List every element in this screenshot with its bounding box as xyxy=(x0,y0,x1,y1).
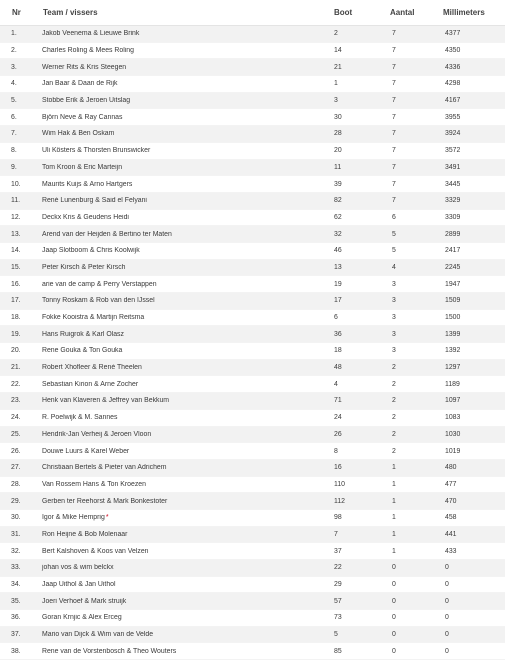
table-row xyxy=(0,343,505,360)
cell-nr: 18. xyxy=(11,314,21,322)
cell-boot: 85 xyxy=(334,647,342,655)
cell-nr: 23. xyxy=(11,397,21,405)
cell-team: Werner Rits & Kris Steegen xyxy=(42,63,127,71)
cell-team: Tom Kroon & Eric Marteijn xyxy=(42,163,123,171)
cell-nr: 30. xyxy=(11,514,21,522)
cell-aantal: 5 xyxy=(392,247,396,255)
cell-aantal: 2 xyxy=(392,414,396,422)
cell-boot: 6 xyxy=(334,314,338,322)
cell-team: Mario van Dijck & Wim van de Velde xyxy=(42,631,154,639)
cell-boot: 112 xyxy=(334,497,345,505)
cell-millimeters: 3329 xyxy=(445,197,461,205)
table-row xyxy=(0,160,505,177)
table-row xyxy=(0,260,505,277)
cell-boot: 22 xyxy=(334,564,342,572)
cell-aantal: 0 xyxy=(392,564,396,572)
cell-boot: 18 xyxy=(334,347,342,355)
table-row xyxy=(0,610,505,627)
cell-team: Robert Xhofleer & René Theelen xyxy=(42,364,142,372)
cell-aantal: 3 xyxy=(392,297,396,305)
cell-team: Gerben ter Reehorst & Mark Bonkestoter xyxy=(42,497,168,505)
table-row xyxy=(0,109,505,126)
cell-boot: 30 xyxy=(334,113,342,121)
cell-aantal: 7 xyxy=(392,80,396,88)
cell-aantal: 7 xyxy=(392,147,396,155)
cell-aantal: 3 xyxy=(392,330,396,338)
cell-nr: 8. xyxy=(11,147,17,155)
cell-millimeters: 2899 xyxy=(445,230,461,238)
table-body xyxy=(0,26,505,660)
cell-millimeters: 0 xyxy=(445,614,449,622)
cell-millimeters: 1500 xyxy=(445,314,461,322)
table-row xyxy=(0,410,505,427)
cell-nr: 31. xyxy=(11,530,21,538)
cell-nr: 29. xyxy=(11,497,21,505)
cell-nr: 11. xyxy=(11,197,21,205)
cell-millimeters: 1399 xyxy=(445,330,461,338)
cell-nr: 14. xyxy=(11,247,21,255)
cell-nr: 12. xyxy=(11,213,21,221)
cell-team: Jaap Slotboom & Chris Koolwijk xyxy=(42,247,140,255)
header-nr: Nr xyxy=(12,8,21,17)
cell-nr: 2. xyxy=(11,47,17,55)
cell-team: Jaap Uithol & Jan Uithol xyxy=(42,581,116,589)
cell-nr: 35. xyxy=(11,597,21,605)
cell-millimeters: 3955 xyxy=(445,113,461,121)
table-row xyxy=(0,310,505,327)
cell-boot: 4 xyxy=(334,380,338,388)
table-row xyxy=(0,577,505,594)
cell-millimeters: 3572 xyxy=(445,147,461,155)
cell-team: johan vos & wim belckx xyxy=(42,564,114,572)
table-row xyxy=(0,59,505,76)
table-row xyxy=(0,293,505,310)
cell-aantal: 2 xyxy=(392,364,396,372)
cell-boot: 16 xyxy=(334,464,342,472)
header-aantal: Aantal xyxy=(390,8,415,17)
cell-aantal: 7 xyxy=(392,163,396,171)
table-row xyxy=(0,627,505,644)
cell-millimeters: 0 xyxy=(445,581,449,589)
cell-boot: 29 xyxy=(334,581,342,589)
table-row xyxy=(0,527,505,544)
cell-team: René Lunenburg & Said el Felyani xyxy=(42,197,147,205)
table-row xyxy=(0,210,505,227)
cell-team: Rene van de Vorstenbosch & Theo Wouters xyxy=(42,647,177,655)
cell-nr: 21. xyxy=(11,364,21,372)
cell-millimeters: 0 xyxy=(445,631,449,639)
cell-millimeters: 0 xyxy=(445,564,449,572)
table-row xyxy=(0,510,505,527)
cell-millimeters: 458 xyxy=(445,514,457,522)
cell-millimeters: 4167 xyxy=(445,97,461,105)
cell-aantal: 7 xyxy=(392,97,396,105)
cell-nr: 22. xyxy=(11,380,21,388)
cell-millimeters: 3309 xyxy=(445,213,461,221)
cell-aantal: 0 xyxy=(392,647,396,655)
cell-team: Sebastian Kirion & Arne Zocher xyxy=(42,380,139,388)
cell-nr: 5. xyxy=(11,97,17,105)
cell-nr: 38. xyxy=(11,647,21,655)
cell-boot: 11 xyxy=(334,163,342,171)
cell-aantal: 3 xyxy=(392,314,396,322)
cell-millimeters: 477 xyxy=(445,480,457,488)
cell-millimeters: 4377 xyxy=(445,30,461,38)
table-row xyxy=(0,443,505,460)
cell-millimeters: 4336 xyxy=(445,63,461,71)
cell-boot: 39 xyxy=(334,180,342,188)
cell-boot: 17 xyxy=(334,297,342,305)
cell-team: Björn Neve & Ray Cannas xyxy=(42,113,123,121)
cell-boot: 46 xyxy=(334,247,342,255)
table-row xyxy=(0,143,505,160)
cell-millimeters: 1392 xyxy=(445,347,461,355)
cell-aantal: 0 xyxy=(392,581,396,589)
cell-aantal: 1 xyxy=(392,480,396,488)
cell-aantal: 7 xyxy=(392,47,396,55)
cell-nr: 33. xyxy=(11,564,21,572)
cell-aantal: 7 xyxy=(392,130,396,138)
cell-nr: 7. xyxy=(11,130,17,138)
cell-aantal: 0 xyxy=(392,597,396,605)
cell-aantal: 1 xyxy=(392,530,396,538)
header-millimeters: Millimeters xyxy=(443,8,485,17)
cell-aantal: 7 xyxy=(392,63,396,71)
cell-millimeters: 1030 xyxy=(445,430,461,438)
table-row xyxy=(0,176,505,193)
cell-aantal: 0 xyxy=(392,614,396,622)
table-header xyxy=(0,0,505,26)
cell-aantal: 6 xyxy=(392,213,396,221)
cell-aantal: 3 xyxy=(392,347,396,355)
cell-boot: 2 xyxy=(334,30,338,38)
cell-boot: 32 xyxy=(334,230,342,238)
cell-boot: 7 xyxy=(334,530,338,538)
cell-team: Maurits Kuijs & Arno Hartgers xyxy=(42,180,133,188)
cell-team: Douwe Luurs & Karel Weber xyxy=(42,447,130,455)
cell-millimeters: 2417 xyxy=(445,247,461,255)
cell-boot: 48 xyxy=(334,364,342,372)
cell-team: Uli Kösters & Thorsten Brunswicker xyxy=(42,147,151,155)
cell-team: Goran Krnjic & Alex Erceg xyxy=(42,614,122,622)
table-row xyxy=(0,126,505,143)
cell-millimeters: 4350 xyxy=(445,47,461,55)
table-row xyxy=(0,43,505,60)
cell-team: Joeri Verhoef & Mark struijk xyxy=(42,597,127,605)
cell-nr: 10. xyxy=(11,180,21,188)
cell-team: Hans Ruigrok & Karl Olasz xyxy=(42,330,124,338)
cell-nr: 13. xyxy=(11,230,21,238)
cell-boot: 5 xyxy=(334,631,338,639)
cell-aantal: 1 xyxy=(392,547,396,555)
cell-millimeters: 3445 xyxy=(445,180,461,188)
cell-aantal: 2 xyxy=(392,447,396,455)
cell-team: Ron Heijne & Bob Molenaar xyxy=(42,530,128,538)
cell-nr: 4. xyxy=(11,80,17,88)
cell-team: Igor & Mike Hemprig* xyxy=(42,514,109,522)
cell-team: Christiaan Bertels & Pieter van Adrichem xyxy=(42,464,167,472)
cell-boot: 98 xyxy=(334,514,342,522)
cell-aantal: 7 xyxy=(392,180,396,188)
cell-team: Peter Kirsch & Peter Kirsch xyxy=(42,263,126,271)
cell-team: Deckx Kris & Geudens Heidi xyxy=(42,213,129,221)
cell-nr: 6. xyxy=(11,113,17,121)
cell-team: Hendrik-Jan Verheij & Jeroen Vloon xyxy=(42,430,152,438)
cell-millimeters: 3491 xyxy=(445,163,461,171)
cell-aantal: 7 xyxy=(392,113,396,121)
cell-team: Arend van der Heijden & Bertino ter Maten xyxy=(42,230,172,238)
cell-boot: 82 xyxy=(334,197,342,205)
cell-team: Wim Hak & Ben Oskam xyxy=(42,130,115,138)
table-row xyxy=(0,76,505,93)
cell-millimeters: 4298 xyxy=(445,80,461,88)
table-row xyxy=(0,643,505,660)
cell-boot: 21 xyxy=(334,63,342,71)
table-row xyxy=(0,93,505,110)
table-row xyxy=(0,226,505,243)
cell-boot: 1 xyxy=(334,80,338,88)
cell-nr: 28. xyxy=(11,480,21,488)
cell-boot: 19 xyxy=(334,280,342,288)
cell-nr: 19. xyxy=(11,330,21,338)
cell-team: Rene Gouka & Ton Gouka xyxy=(42,347,123,355)
cell-nr: 32. xyxy=(11,547,21,555)
cell-aantal: 2 xyxy=(392,430,396,438)
table-row xyxy=(0,276,505,293)
cell-millimeters: 3924 xyxy=(445,130,461,138)
cell-millimeters: 1097 xyxy=(445,397,461,405)
cell-millimeters: 0 xyxy=(445,597,449,605)
table-row xyxy=(0,26,505,43)
cell-nr: 37. xyxy=(11,631,21,639)
cell-millimeters: 441 xyxy=(445,530,457,538)
table-row xyxy=(0,477,505,494)
cell-millimeters: 1297 xyxy=(445,364,461,372)
cell-millimeters: 470 xyxy=(445,497,457,505)
cell-nr: 20. xyxy=(11,347,21,355)
cell-millimeters: 1947 xyxy=(445,280,461,288)
table-row xyxy=(0,427,505,444)
cell-team: Henk van Klaveren & Jeffrey van Bekkum xyxy=(42,397,170,405)
cell-boot: 57 xyxy=(334,597,342,605)
cell-nr: 3. xyxy=(11,63,17,71)
cell-aantal: 7 xyxy=(392,30,396,38)
table-row xyxy=(0,360,505,377)
cell-team: Tonny Roskam & Rob van den IJssel xyxy=(42,297,155,305)
cell-millimeters: 433 xyxy=(445,547,457,555)
cell-boot: 26 xyxy=(334,430,342,438)
table-row xyxy=(0,560,505,577)
cell-boot: 110 xyxy=(334,480,345,488)
cell-nr: 27. xyxy=(11,464,21,472)
cell-boot: 8 xyxy=(334,447,338,455)
cell-nr: 25. xyxy=(11,430,21,438)
cell-boot: 14 xyxy=(334,47,342,55)
cell-boot: 20 xyxy=(334,147,342,155)
cell-nr: 36. xyxy=(11,614,21,622)
cell-boot: 24 xyxy=(334,414,342,422)
cell-team: Jan Baar & Daan de Rijk xyxy=(42,80,118,88)
cell-nr: 16. xyxy=(11,280,21,288)
cell-team: Fokke Kooistra & Martijn Reitsma xyxy=(42,314,145,322)
cell-millimeters: 1189 xyxy=(445,380,460,388)
cell-team: Charles Roling & Mees Roling xyxy=(42,47,134,55)
table-row xyxy=(0,460,505,477)
cell-aantal: 1 xyxy=(392,464,396,472)
cell-aantal: 0 xyxy=(392,631,396,639)
cell-millimeters: 1019 xyxy=(445,447,461,455)
table-row xyxy=(0,393,505,410)
cell-boot: 37 xyxy=(334,547,342,555)
cell-aantal: 2 xyxy=(392,397,396,405)
table-row xyxy=(0,593,505,610)
cell-team: arie van de camp & Perry Verstappen xyxy=(42,280,157,288)
cell-millimeters: 480 xyxy=(445,464,457,472)
cell-nr: 26. xyxy=(11,447,21,455)
cell-boot: 36 xyxy=(334,330,342,338)
header-team: Team / vissers xyxy=(43,8,98,17)
cell-millimeters: 0 xyxy=(445,647,449,655)
cell-nr: 15. xyxy=(11,263,21,271)
cell-nr: 1. xyxy=(11,30,17,38)
cell-nr: 9. xyxy=(11,163,17,171)
cell-aantal: 4 xyxy=(392,263,396,271)
table-row xyxy=(0,193,505,210)
cell-aantal: 1 xyxy=(392,497,396,505)
cell-millimeters: 1509 xyxy=(445,297,461,305)
cell-millimeters: 1083 xyxy=(445,414,461,422)
cell-boot: 62 xyxy=(334,213,342,221)
table-row xyxy=(0,326,505,343)
cell-aantal: 1 xyxy=(392,514,396,522)
table-row xyxy=(0,243,505,260)
cell-millimeters: 2245 xyxy=(445,263,461,271)
cell-aantal: 7 xyxy=(392,197,396,205)
cell-aantal: 5 xyxy=(392,230,396,238)
cell-nr: 17. xyxy=(11,297,21,305)
cell-boot: 73 xyxy=(334,614,342,622)
cell-aantal: 3 xyxy=(392,280,396,288)
cell-team: Stobbe Erik & Jeroen Uitslag xyxy=(42,97,131,105)
table-row xyxy=(0,493,505,510)
cell-boot: 28 xyxy=(334,130,342,138)
asterisk-mark: * xyxy=(105,514,109,522)
cell-boot: 3 xyxy=(334,97,338,105)
cell-boot: 13 xyxy=(334,263,342,271)
cell-team: Van Rossem Hans & Ton Kroezen xyxy=(42,480,146,488)
cell-team: R. Poelwijk & M. Sannes xyxy=(42,414,118,422)
cell-team: Bert Kalshoven & Koos van Velzen xyxy=(42,547,149,555)
table-row xyxy=(0,543,505,560)
cell-nr: 34. xyxy=(11,581,21,589)
cell-team: Jakob Veenema & Lieuwe Brink xyxy=(42,30,140,38)
cell-nr: 24. xyxy=(11,414,21,422)
cell-aantal: 2 xyxy=(392,380,396,388)
cell-boot: 71 xyxy=(334,397,342,405)
header-boot: Boot xyxy=(334,8,353,17)
table-row xyxy=(0,376,505,393)
